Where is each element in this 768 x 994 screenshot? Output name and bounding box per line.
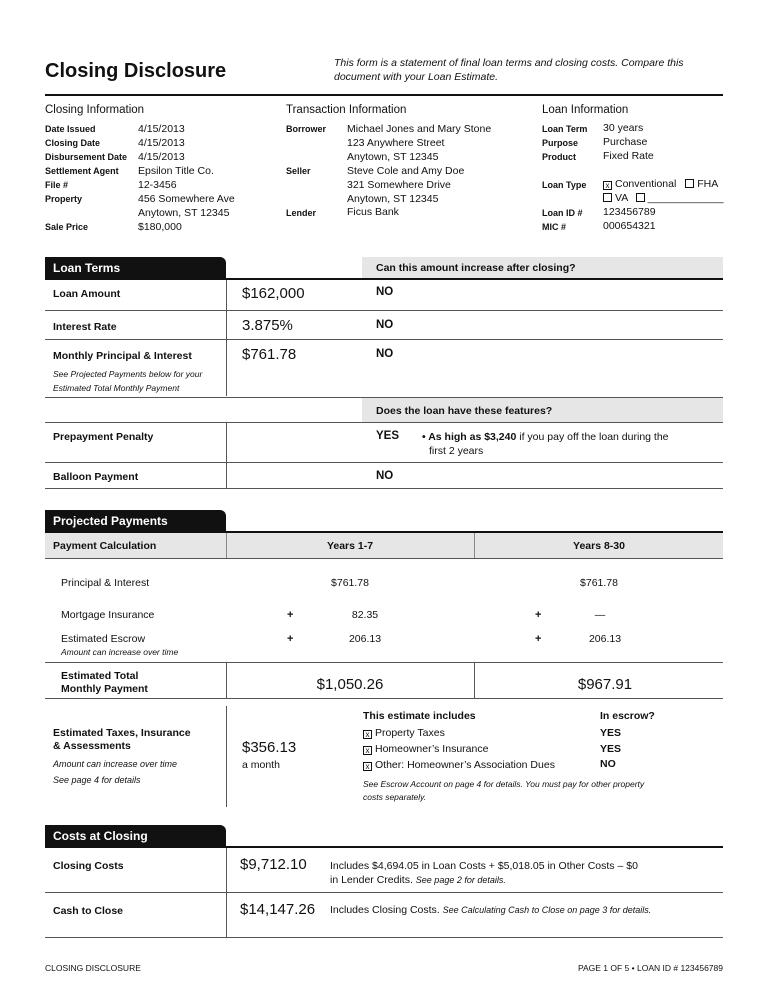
row-divider bbox=[45, 462, 723, 463]
closing-info-row bbox=[45, 178, 275, 192]
row-divider bbox=[45, 339, 723, 340]
row-divider bbox=[45, 662, 723, 663]
closing-costs-desc: Includes $4,694.05 in Loan Costs + $5,018.05 in Other Costs – $0 in Lender Credits. See page 2 for details. bbox=[330, 860, 638, 886]
closing-info-heading: Closing Information bbox=[45, 104, 145, 116]
closing-info-row bbox=[45, 122, 275, 136]
closing-info-row bbox=[45, 164, 275, 178]
col-years-8-30: Years 8-30 bbox=[573, 540, 625, 552]
mi-label: Mortgage Insurance bbox=[61, 609, 155, 621]
header-rule bbox=[45, 94, 723, 96]
loan-terms-rule bbox=[45, 278, 723, 280]
escrow-label: Estimated Escrow bbox=[61, 633, 146, 645]
escrow-value-1: 206.13 bbox=[348, 633, 382, 645]
transaction-info-heading: Transaction Information bbox=[286, 104, 407, 116]
conventional-checkbox[interactable]: x bbox=[603, 181, 612, 190]
loan-info-heading: Loan Information bbox=[542, 104, 629, 116]
footer-left: CLOSING DISCLOSURE bbox=[45, 963, 141, 973]
row-divider bbox=[45, 488, 723, 489]
col-divider bbox=[474, 662, 475, 698]
include-homeowners-insurance: x Homeowner’s Insurance bbox=[363, 743, 488, 755]
closing-costs-label: Closing Costs bbox=[53, 860, 124, 872]
interest-rate-label: Interest Rate bbox=[53, 321, 117, 333]
col-divider bbox=[474, 533, 475, 558]
payment-calc-label: Payment Calculation bbox=[53, 540, 157, 552]
borrower-label: Borrower bbox=[286, 124, 327, 134]
balloon-label: Balloon Payment bbox=[53, 471, 139, 483]
mi-value-2: — bbox=[594, 609, 606, 621]
closing-info-value: Anytown, ST 12345 bbox=[138, 207, 230, 219]
in-escrow-heading: In escrow? bbox=[600, 710, 655, 722]
total-payment-2: $967.91 bbox=[577, 676, 633, 693]
closing-info-value: 4/15/2013 bbox=[138, 151, 185, 163]
intro-text: This form is a statement of final loan terms and closing costs. Compare this document with your Loan Estimate. bbox=[334, 57, 684, 83]
interest-rate-increase: NO bbox=[376, 319, 394, 331]
homeowners-insurance-escrow: YES bbox=[600, 743, 622, 755]
pi-value-2: $761.78 bbox=[580, 577, 618, 589]
taxes-label: Estimated Taxes, Insurance & Assessments bbox=[53, 727, 191, 752]
total-payment-label: Estimated Total Monthly Payment bbox=[61, 670, 148, 695]
row-divider bbox=[45, 698, 723, 699]
closing-info-row bbox=[45, 136, 275, 150]
closing-info-row bbox=[45, 150, 275, 164]
lender-label: Lender bbox=[286, 208, 317, 218]
loan-amount-label: Loan Amount bbox=[53, 288, 121, 300]
closing-info-value: 456 Somewhere Ave bbox=[138, 193, 235, 205]
escrow-value-2: 206.13 bbox=[588, 633, 622, 645]
product-value: Fixed Rate bbox=[603, 150, 654, 162]
loan-amount-value: $162,000 bbox=[242, 285, 305, 302]
closing-costs-value: $9,712.10 bbox=[240, 856, 307, 873]
total-payment-1: $1,050.26 bbox=[316, 676, 384, 693]
page-title: Closing Disclosure bbox=[45, 60, 227, 82]
mpi-label: Monthly Principal & Interest bbox=[53, 350, 192, 362]
homeowners-insurance-checkbox[interactable]: x bbox=[363, 746, 372, 755]
mi-plus-2: + bbox=[535, 609, 542, 621]
closing-info-label: Disbursement Date bbox=[45, 152, 128, 162]
cash-to-close-desc: Includes Closing Costs. See Calculating Cash to Close on page 3 for details. bbox=[330, 904, 652, 916]
closing-info-value: 4/15/2013 bbox=[138, 137, 185, 149]
other-checkbox[interactable] bbox=[636, 193, 645, 202]
hoa-dues-checkbox[interactable]: x bbox=[363, 762, 372, 771]
col-divider bbox=[226, 662, 227, 698]
closing-info-label: Property bbox=[45, 194, 83, 204]
include-property-taxes: x Property Taxes bbox=[363, 727, 445, 739]
closing-info-label: Date Issued bbox=[45, 124, 96, 134]
taxes-divider bbox=[226, 706, 227, 807]
seller-label: Seller bbox=[286, 166, 311, 176]
footer-right: PAGE 1 OF 5 • LOAN ID # 123456789 bbox=[577, 963, 723, 973]
closing-info-value: Epsilon Title Co. bbox=[138, 165, 214, 177]
escrow-note: Amount can increase over time bbox=[61, 647, 179, 657]
balloon-value: NO bbox=[376, 470, 394, 482]
product-label: Product bbox=[542, 152, 577, 162]
pi-label: Principal & Interest bbox=[61, 577, 150, 589]
costs-rule bbox=[45, 846, 723, 848]
escrow-plus-1: + bbox=[287, 633, 294, 645]
loan-type-label: Loan Type bbox=[542, 180, 587, 190]
fha-checkbox[interactable] bbox=[685, 179, 694, 188]
closing-info-row bbox=[45, 220, 275, 234]
loan-amount-increase: NO bbox=[376, 286, 394, 298]
closing-info-block bbox=[45, 122, 275, 234]
mic-value: 000654321 bbox=[603, 220, 656, 232]
loan-id-label: Loan ID # bbox=[542, 208, 583, 218]
features-divider bbox=[226, 422, 227, 488]
pi-value-1: $761.78 bbox=[331, 577, 369, 589]
loan-term-label: Loan Term bbox=[542, 124, 588, 134]
interest-rate-value: 3.875% bbox=[242, 317, 293, 334]
closing-info-label: Sale Price bbox=[45, 222, 89, 232]
mi-plus-1: + bbox=[287, 609, 294, 621]
projected-payments-tab: Projected Payments bbox=[45, 510, 226, 531]
row-divider bbox=[45, 558, 723, 559]
loan-term-value: 30 years bbox=[603, 122, 644, 134]
closing-info-value: 12-3456 bbox=[138, 179, 177, 191]
cash-to-close-value: $14,147.26 bbox=[240, 901, 316, 918]
lender-value: Ficus Bank bbox=[347, 206, 399, 218]
includes-note: See Escrow Account on page 4 for details. You must pay for other property costs separately. bbox=[363, 779, 645, 802]
mpi-value: $761.78 bbox=[242, 346, 297, 363]
closing-info-row bbox=[45, 192, 275, 206]
features-question: Does the loan have these features? bbox=[376, 405, 553, 417]
property-taxes-escrow: YES bbox=[600, 727, 622, 739]
seller-value: Steve Cole and Amy Doe 321 Somewhere Drive Anytown, ST 12345 bbox=[347, 165, 465, 205]
row-divider bbox=[45, 892, 723, 893]
borrower-value: Michael Jones and Mary Stone 123 Anywhere Street Anytown, ST 12345 bbox=[347, 123, 492, 163]
mpi-increase: NO bbox=[376, 348, 394, 360]
escrow-plus-2: + bbox=[535, 633, 542, 645]
loan-type-row1: x Conventional FHA bbox=[603, 178, 718, 190]
mi-value-1: 82.35 bbox=[351, 609, 379, 621]
prepayment-label: Prepayment Penalty bbox=[53, 431, 154, 443]
col-divider bbox=[226, 533, 227, 558]
loan-type-row2: VA _____________ bbox=[603, 192, 724, 204]
costs-at-closing-tab: Costs at Closing bbox=[45, 825, 226, 846]
loan-id-value: 123456789 bbox=[603, 206, 656, 218]
closing-info-value: 4/15/2013 bbox=[138, 123, 185, 135]
mic-label: MIC # bbox=[542, 222, 567, 232]
purpose-value: Purchase bbox=[603, 136, 648, 148]
closing-info-label: Closing Date bbox=[45, 138, 101, 148]
loan-terms-divider bbox=[226, 280, 227, 396]
closing-info-label: Settlement Agent bbox=[45, 166, 119, 176]
mpi-note: See Projected Payments below for your Estimated Total Monthly Payment bbox=[53, 369, 203, 393]
loan-terms-tab: Loan Terms bbox=[45, 257, 226, 278]
col-years-1-7: Years 1-7 bbox=[326, 540, 374, 552]
closing-info-label: File # bbox=[45, 180, 69, 190]
closing-info-value: $180,000 bbox=[138, 221, 182, 233]
row-divider bbox=[45, 937, 723, 938]
hoa-dues-escrow: NO bbox=[600, 758, 616, 770]
closing-info-row bbox=[45, 206, 275, 220]
property-taxes-checkbox[interactable]: x bbox=[363, 730, 372, 739]
cash-to-close-label: Cash to Close bbox=[53, 905, 124, 917]
row-divider bbox=[45, 422, 723, 423]
taxes-period: a month bbox=[242, 759, 280, 771]
prepayment-value: YES bbox=[376, 430, 400, 442]
row-divider bbox=[45, 310, 723, 311]
includes-heading: This estimate includes bbox=[363, 710, 476, 722]
increase-question: Can this amount increase after closing? bbox=[376, 262, 576, 274]
include-hoa-dues: x Other: Homeowner’s Association Dues bbox=[363, 759, 555, 771]
taxes-amount: $356.13 bbox=[242, 739, 297, 756]
prepayment-detail: • As high as $3,240 if you pay off the loan during the first 2 years bbox=[422, 431, 669, 457]
taxes-note: Amount can increase over time See page 4 for details bbox=[53, 759, 178, 785]
va-checkbox[interactable] bbox=[603, 193, 612, 202]
purpose-label: Purpose bbox=[542, 138, 579, 148]
